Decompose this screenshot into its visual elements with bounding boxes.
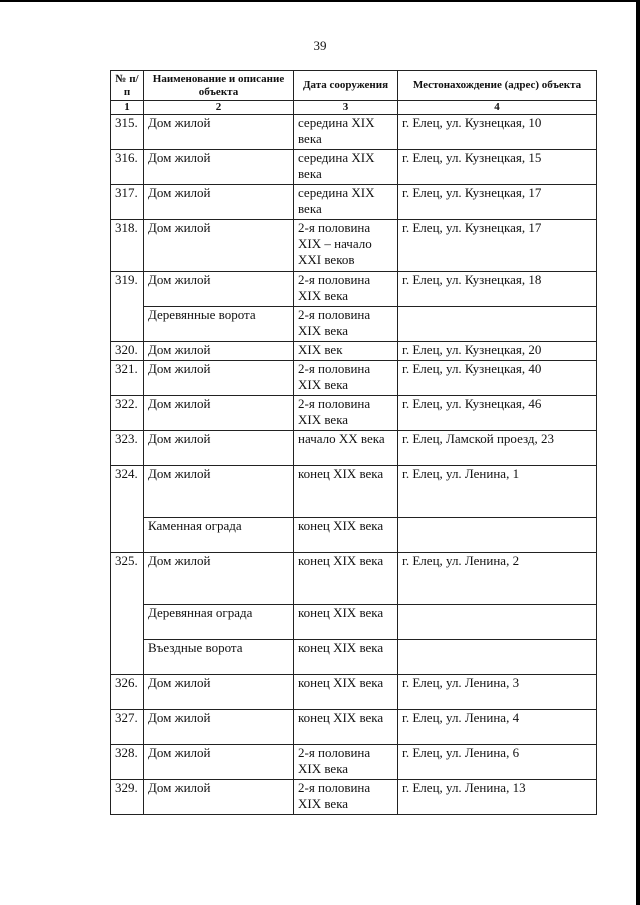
heritage-objects-table [110,70,597,815]
object-address: г. Елец, Ламской проезд, 23 [398,431,597,466]
construction-date: середина XIX века [294,115,398,150]
object-name: Дом жилой [144,272,294,307]
object-address: г. Елец, ул. Ленина, 1 [398,466,597,518]
table-row [111,115,597,150]
construction-date: 2-я половина XIX века [294,272,398,307]
construction-date: конец XIX века [294,640,398,675]
table-row [111,361,597,396]
row-number: 322. [111,396,144,431]
object-name: Дом жилой [144,553,294,605]
table-row [111,307,597,342]
construction-date: 2-я половина XIX века [294,745,398,780]
object-address: г. Елец, ул. Кузнецкая, 40 [398,361,597,396]
header-name: Наименование и описание объекта [144,71,294,101]
construction-date: конец XIX века [294,675,398,710]
table-row [111,431,597,466]
object-name: Дом жилой [144,342,294,361]
object-address: г. Елец, ул. Ленина, 6 [398,745,597,780]
page-number: 39 [313,38,327,53]
construction-date: середина XIX века [294,150,398,185]
construction-date: начало XX века [294,431,398,466]
row-number: 318. [111,220,144,272]
object-address: г. Елец, ул. Ленина, 3 [398,675,597,710]
object-address: г. Елец, ул. Ленина, 13 [398,780,597,815]
object-name: Дом жилой [144,675,294,710]
table-row [111,342,597,361]
object-name: Дом жилой [144,466,294,518]
object-address: г. Елец, ул. Кузнецкая, 15 [398,150,597,185]
object-name: Дом жилой [144,220,294,272]
construction-date: конец XIX века [294,605,398,640]
column-number-row [111,101,597,115]
table-row [111,745,597,780]
object-address [398,518,597,553]
object-address: г. Елец, ул. Кузнецкая, 17 [398,185,597,220]
header-date: Дата сооружения [294,71,398,101]
row-number: 320. [111,342,144,361]
object-address [398,307,597,342]
row-number: 328. [111,745,144,780]
column-number: 3 [294,101,398,115]
construction-date: середина XIX века [294,185,398,220]
scan-border-right [636,0,640,905]
table-row [111,272,597,307]
object-name: Въездные ворота [144,640,294,675]
object-address: г. Елец, ул. Кузнецкая, 18 [398,272,597,307]
object-name: Дом жилой [144,115,294,150]
object-name: Дом жилой [144,150,294,185]
object-address: г. Елец, ул. Кузнецкая, 46 [398,396,597,431]
row-number: 327. [111,710,144,745]
row-number: 317. [111,185,144,220]
object-name: Деревянные ворота [144,307,294,342]
table-row [111,396,597,431]
row-number: 315. [111,115,144,150]
object-address [398,605,597,640]
column-number: 1 [111,101,144,115]
table-row [111,780,597,815]
row-number: 316. [111,150,144,185]
table-row [111,150,597,185]
table-row [111,518,597,553]
object-address: г. Елец, ул. Кузнецкая, 10 [398,115,597,150]
row-number: 321. [111,361,144,396]
object-name: Дом жилой [144,431,294,466]
object-name: Дом жилой [144,710,294,745]
scan-border-top [0,0,640,2]
object-name: Дом жилой [144,745,294,780]
object-name: Деревянная ограда [144,605,294,640]
construction-date: 2-я половина XIX века [294,361,398,396]
row-number: 319. [111,272,144,342]
construction-date: XIX век [294,342,398,361]
table-row [111,640,597,675]
construction-date: 2-я половина XIX века [294,780,398,815]
construction-date: конец XIX века [294,553,398,605]
table-row [111,675,597,710]
object-address: г. Елец, ул. Кузнецкая, 17 [398,220,597,272]
table-row [111,710,597,745]
row-number: 325. [111,553,144,675]
table-row [111,553,597,605]
object-address: г. Елец, ул. Ленина, 2 [398,553,597,605]
row-number: 324. [111,466,144,553]
header-number: № п/п [111,71,144,101]
object-address: г. Елец, ул. Кузнецкая, 20 [398,342,597,361]
row-number: 326. [111,675,144,710]
construction-date: конец XIX века [294,466,398,518]
construction-date: 2-я половина XIX века [294,307,398,342]
object-name: Дом жилой [144,780,294,815]
table-row [111,605,597,640]
construction-date: 2-я половина XIX – начало XXI веков [294,220,398,272]
object-address: г. Елец, ул. Ленина, 4 [398,710,597,745]
row-number: 323. [111,431,144,466]
column-number: 4 [398,101,597,115]
table-header-row [111,71,597,101]
construction-date: конец XIX века [294,518,398,553]
row-number: 329. [111,780,144,815]
table-row [111,466,597,518]
column-number: 2 [144,101,294,115]
header-location: Местонахождение (адрес) объекта [398,71,597,101]
table-row [111,220,597,272]
object-name: Дом жилой [144,361,294,396]
table-row [111,185,597,220]
object-name: Каменная ограда [144,518,294,553]
construction-date: 2-я половина XIX века [294,396,398,431]
object-name: Дом жилой [144,396,294,431]
object-address [398,640,597,675]
construction-date: конец XIX века [294,710,398,745]
object-name: Дом жилой [144,185,294,220]
